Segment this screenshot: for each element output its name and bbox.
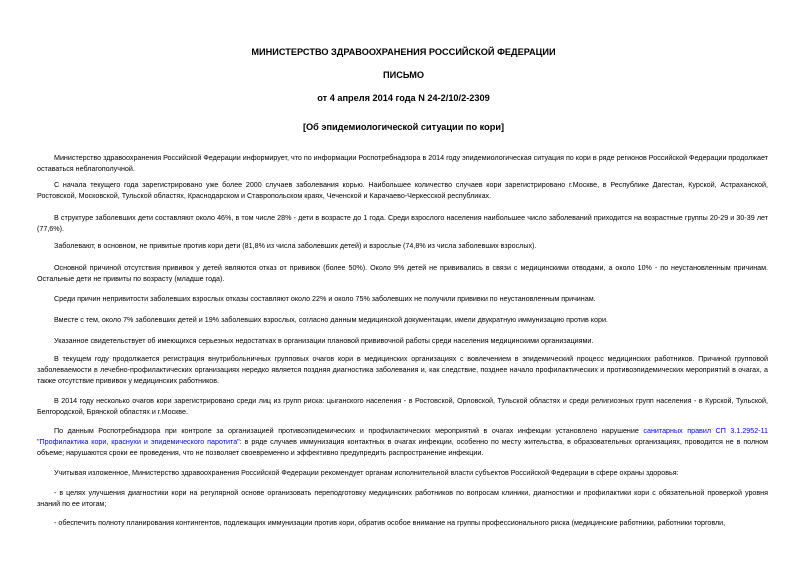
ministry-title: МИНИСТЕРСТВО ЗДРАВООХРАНЕНИЯ РОССИЙСКОЙ ФЕДЕРАЦИИ: [251, 47, 556, 57]
document-type: ПИСЬМО: [382, 70, 425, 80]
paragraph-unvaccinated: Заболевают, в основном, не привитые против кори дети (81,8% из числа заболевших детей) и взрослые (74,8% из числа заболевших взрослых).: [54, 242, 537, 250]
paragraph-recommendation: Учитывая изложенное, Министерство здравоохранения Российской Федерации рекомендует органам исполнительной власти субъектов Российской Федерации в сфере охраны здоровья:: [54, 469, 679, 477]
sanitary-rules-link[interactable]: санитарных правил СП 3.1.2952-11 "Профилактика кори, краснухи и эпидемического паротита": [37, 427, 768, 447]
paragraph-refusal: Основной причиной отсутствия прививок у детей являются отказ от прививок (более 50%). Около 9% детей не прививались в связи с медицинскими отводами, а около 10% - по неустановленным причинам. Остальные дети не привиты по возрасту (младше года).: [37, 264, 768, 284]
paragraph-double-immunization: Вместе с тем, около 7% заболевших детей и 19% заболевших взрослых, согласно данным медицинской документации, имели двукратную иммунизацию против кори.: [54, 316, 608, 324]
paragraph-training: - в целях улучшения диагностики кори на регулярной основе организовать переподготовку медицинских работников по вопросам клиники, диагностики и профилактики кори с обязательной проверкой уровня знаний по ее итогам;: [37, 489, 768, 509]
paragraph-intro: Министерство здравоохранения Российской Федерации информирует, что по информации Роспотребнадзора в 2014 году эпидемиологическая ситуация по кори в ряде регионов Российской Федерации продолжает оставаться неблагополучной.: [37, 154, 768, 174]
paragraph-cases: С начала текущего года зарегистрировано уже более 2000 случаев заболевания корью. Наибольшее количество случаев кори зарегистрировано г.Москве, в Республике Дагестан, Курской, Астраханской, Ростовской, Московской, Тульской областях, Краснодарском и Ставропольском краях, Чеченской и Карачаево-Черкесской республиках.: [37, 181, 768, 201]
paragraph-text-start: По данным Роспотребнадзора при контроле за организацией противоэпидемических и профилактических мероприятий в очагах инфекции установлено нарушение: [54, 427, 644, 435]
document-subject: [Об эпидемиологической ситуации по кори]: [302, 122, 505, 132]
document-date-number: от 4 апреля 2014 года N 24-2/10/2-2309: [317, 93, 490, 103]
paragraph-structure: В структуре заболевших дети составляют около 46%, в том числе 28% - дети в возрасте до 1 года. Среди взрослого населения наибольшее число заболеваний приходится на возрастные группы 20-29 и 30-39 лет (77,6%).: [37, 214, 768, 234]
paragraph-rospotrebnadzor: [37, 426, 768, 460]
paragraph-planning: - обеспечить полноту планирования контингентов, подлежащих иммунизации против кори, обратив особое внимание на группы профессионального риска (медицинские работники, работники торговли,: [54, 519, 726, 527]
paragraph-hospital-outbreaks: В текущем году продолжается регистрация внутрибольничных групповых очагов кори в медицинских организациях с вовлечением в эпидемический процесс медицинских работников. Причиной групповой заболеваемости в лечебно-профилактических организациях нередко является поздняя диагностика заболевания и, как следствие, позднее начало профилактических и противоэпидемических мероприятий в очагах, а также отсутствие прививок у медицинских работников.: [37, 355, 768, 386]
paragraph-text-end: : в ряде случаев иммунизация контактных в очагах инфекции, особенно по месту жительства, в образовательных организациях, проводится не в полном объеме; нарушаются сроки ее проведения, что не позволяет своевременно и эффективно предупредить распространение инфекции.: [37, 438, 768, 458]
paragraph-shortcomings: Указанное свидетельствует об имеющихся серьезных недостатках в организации плановой прививочной работы среди населения медицинскими организациями.: [54, 337, 594, 345]
paragraph-risk-groups: В 2014 году несколько очагов кори зарегистрировано среди лиц из групп риска: цыганского населения - в Ростовской, Орловской, Тульской областях и среди религиозных групп населения - в Курской, Тульской, Белгородской, Брянской областях и г.Москве.: [37, 397, 768, 417]
paragraph-adult-reasons: Среди причин непривитости заболевших взрослых отказы составляют около 22% и около 75% заболевших не получили прививки по неустановленным причинам.: [54, 295, 596, 303]
